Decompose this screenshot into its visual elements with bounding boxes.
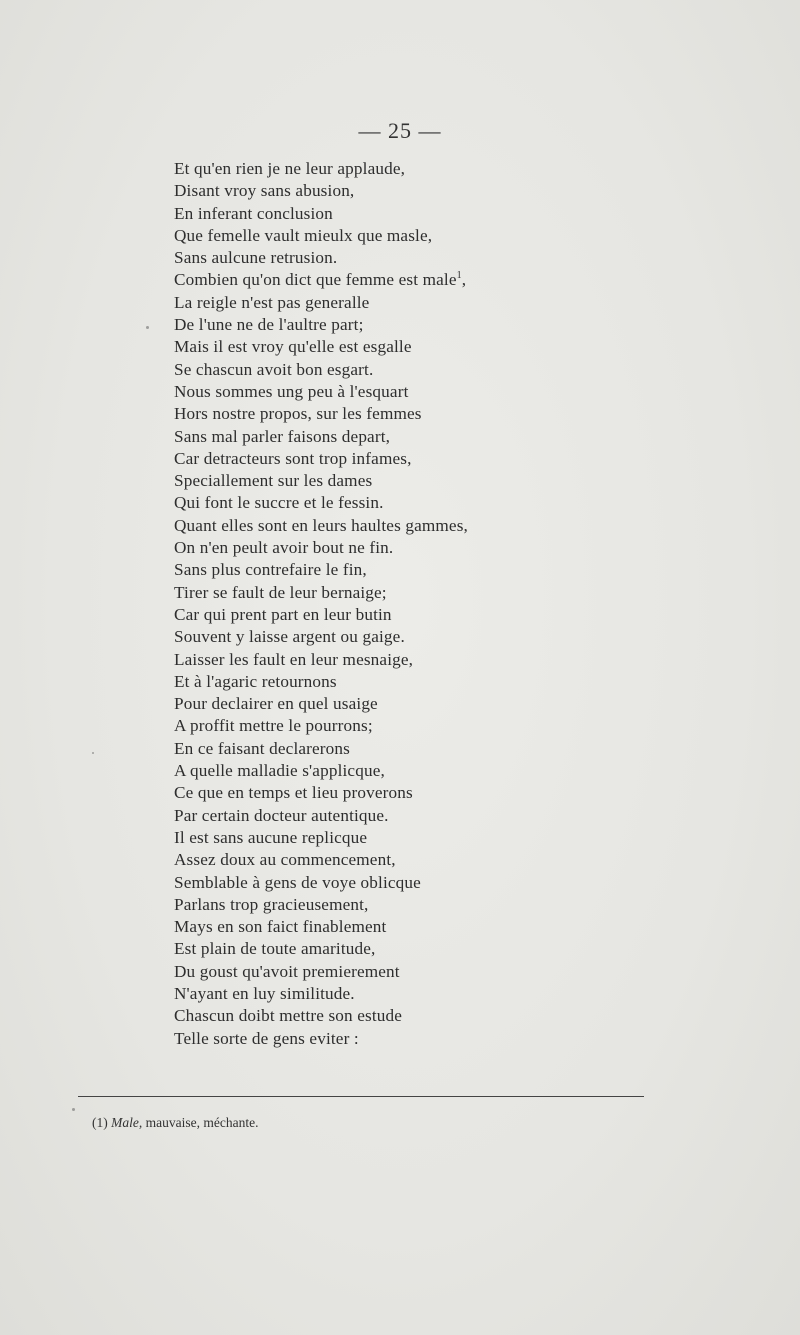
poem-line: A proffit mettre le pourrons;	[174, 716, 373, 736]
line-punctuation: ,	[461, 270, 467, 290]
poem-line: Pour declairer en quel usaige	[174, 694, 378, 714]
poem-line: Que femelle vault mieulx que masle,	[174, 225, 433, 245]
poem-line: Qui font le succre et le fessin.	[174, 493, 384, 513]
paper-speck	[72, 1108, 75, 1111]
poem-line: Laisser les fault en leur mesnaige,	[174, 649, 414, 669]
page-number: — 25 —	[358, 118, 442, 143]
poem-line: Du goust qu'avoit premierement	[174, 961, 400, 981]
poem-line: Chascun doibt mettre son estude	[174, 1006, 403, 1026]
poem-line: Semblable à gens de voye oblicque	[174, 872, 421, 892]
poem-line: Telle sorte de gens eviter :	[174, 1028, 359, 1048]
footnote	[92, 1115, 258, 1131]
poem-line: Nous sommes ung peu à l'esquart	[174, 381, 409, 401]
poem-line: Sans mal parler faisons depart,	[174, 426, 391, 446]
poem-line: Parlans trop gracieusement,	[174, 894, 369, 914]
poem-line: En inferant conclusion	[174, 203, 333, 223]
poem-line: Quant elles sont en leurs haultes gammes,	[174, 515, 468, 535]
footnote-separator	[78, 1096, 644, 1097]
poem-line: Mays en son faict finablement	[174, 917, 387, 937]
footnote-gloss: mauvaise, méchante.	[145, 1115, 259, 1130]
footnote-marker: (1)	[92, 1115, 108, 1130]
poem-line: Est plain de toute amaritude,	[174, 939, 376, 959]
poem-line: Tirer se fault de leur bernaige;	[174, 582, 387, 602]
poem-line: Et à l'agaric retournons	[174, 671, 337, 691]
poem-line: Sans aulcune retrusion.	[174, 248, 338, 268]
paper-speck	[92, 752, 94, 754]
poem-line: Sans plus contrefaire le fin,	[174, 560, 367, 580]
poem-line: Se chascun avoit bon esgart.	[174, 359, 374, 379]
footnote-term: Male,	[111, 1115, 143, 1130]
poem-line: N'ayant en luy similitude.	[174, 983, 355, 1003]
poem-line: De l'une ne de l'aultre part;	[174, 315, 364, 335]
paper-speck	[146, 326, 149, 329]
poem-text	[174, 158, 468, 1050]
footnote-reference: 1	[456, 270, 462, 282]
poem-line: On n'en peult avoir bout ne fin.	[174, 538, 394, 558]
poem-line: Car detracteurs sont trop infames,	[174, 448, 412, 468]
poem-line: Disant vroy sans abusion,	[174, 181, 355, 201]
poem-line: A quelle malladie s'applicque,	[174, 761, 385, 781]
poem-line: Il est sans aucune replicque	[174, 827, 368, 847]
poem-line: Souvent y laisse argent ou gaige.	[174, 627, 405, 647]
poem-line: Combien qu'on dict que femme est male$^1$,	[174, 270, 467, 290]
poem-line: Car qui prent part en leur butin	[174, 604, 392, 624]
poem-line: Ce que en temps et lieu proverons	[174, 783, 413, 803]
poem-line: Hors nostre propos, sur les femmes	[174, 404, 422, 424]
poem-line: Par certain docteur autentique.	[174, 805, 389, 825]
poem-line: En ce faisant declarerons	[174, 738, 351, 758]
poem-line: La reigle n'est pas generalle	[174, 292, 370, 312]
poem-line: Et qu'en rien je ne leur applaude,	[174, 159, 406, 178]
poem-line: Assez doux au commencement,	[174, 850, 396, 870]
poem-line: Speciallement sur les dames	[174, 471, 373, 491]
poem-line: Mais il est vroy qu'elle est esgalle	[174, 337, 412, 357]
